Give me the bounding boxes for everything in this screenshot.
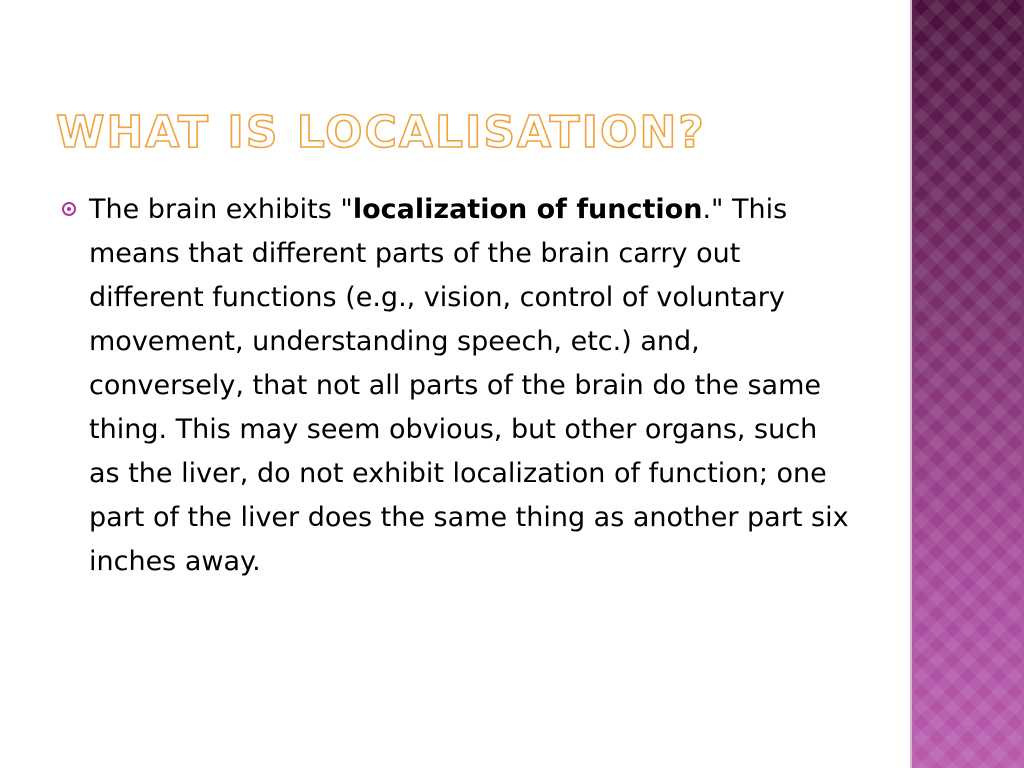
slide-title: WHAT IS LOCALISATION? bbox=[56, 107, 706, 158]
bullet-text-emphasis: localization of function bbox=[352, 194, 703, 225]
bullet-text bbox=[89, 188, 849, 584]
bullet-text-intro: The brain exhibits " bbox=[89, 194, 353, 225]
decorative-side-band bbox=[912, 0, 1024, 768]
circled-dot-bullet-icon bbox=[62, 202, 76, 216]
bullet-item bbox=[62, 188, 862, 584]
slide-content bbox=[62, 188, 862, 584]
bullet-text-body: ." This means that different parts of the brain carry out different functions (e.g., vision, control of voluntary movement, understanding speech, etc.) and, conversely, that not all parts of the brain do the same thing. This may seem obvious, but other organs, such as the liver, do not exhibit localization of function; one part of the liver does the same thing as another part six inches away. bbox=[89, 194, 849, 577]
